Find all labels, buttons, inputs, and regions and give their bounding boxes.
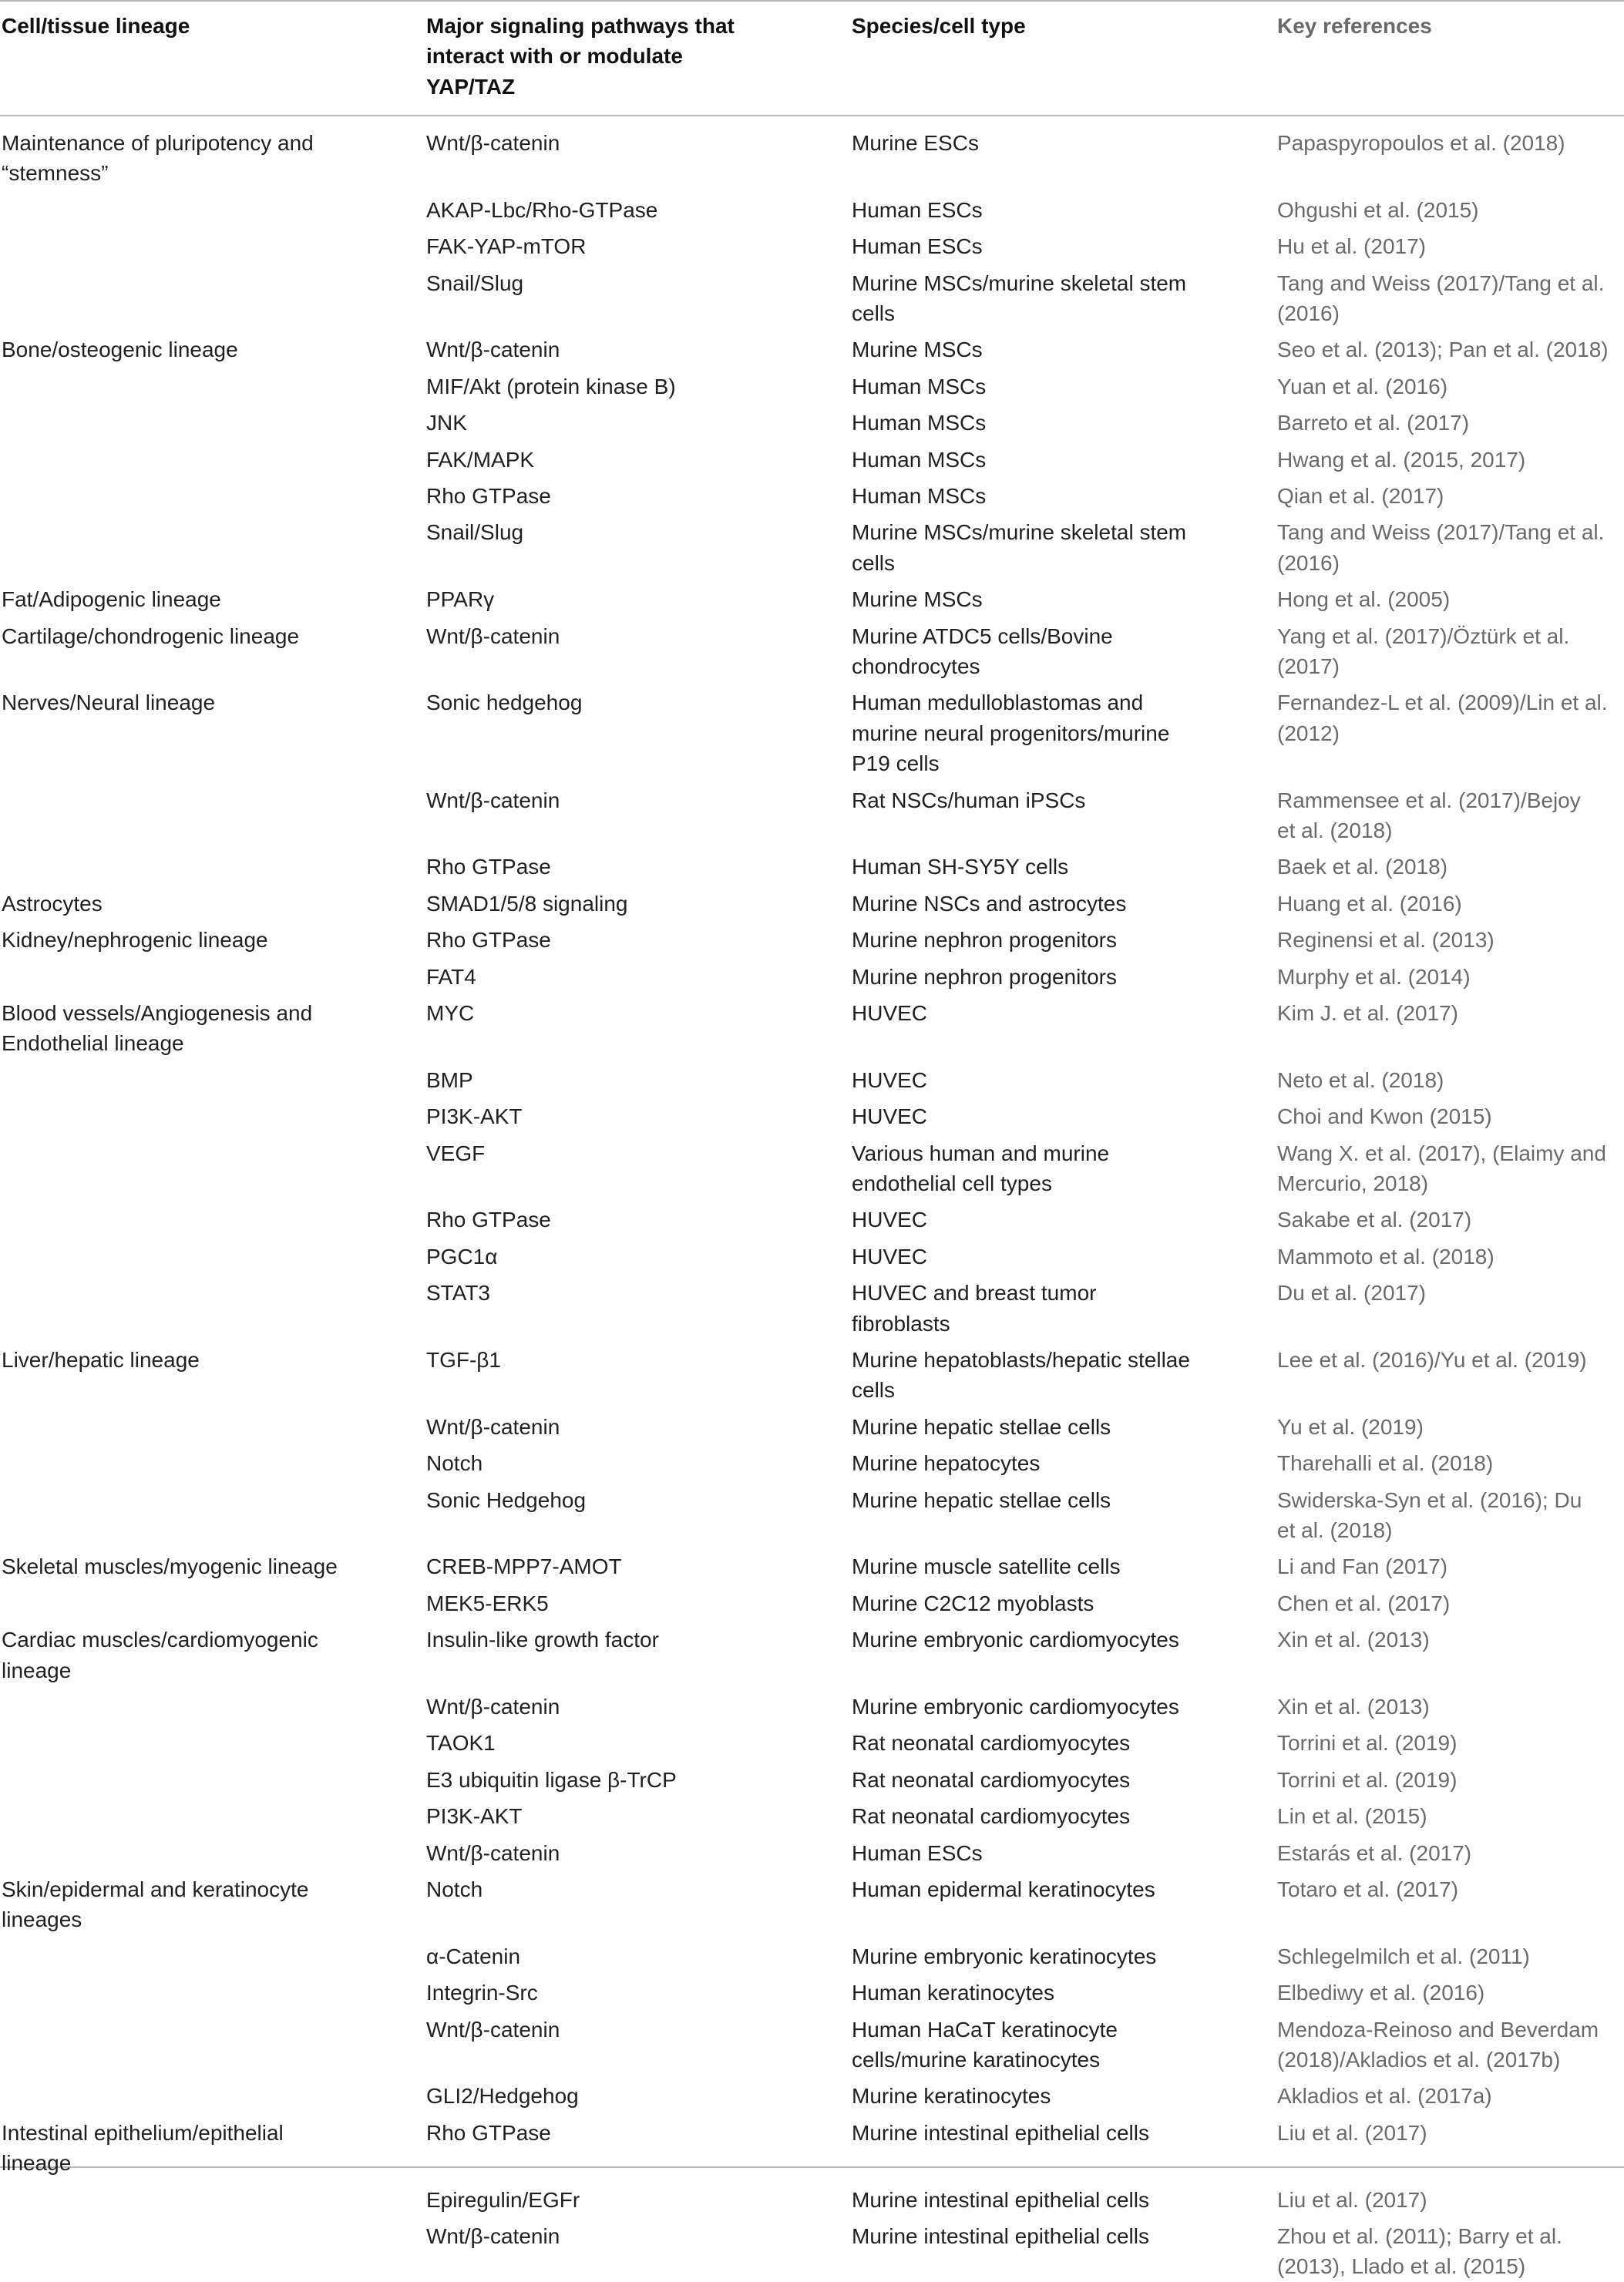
- row-5-pathway: MIF/Akt (protein kinase B): [426, 374, 676, 398]
- row-10-pathway: PPARγ: [426, 587, 495, 612]
- row-4-species: Murine MSCs: [852, 338, 983, 362]
- row-18-refs: Kim J. et al. (2017): [1277, 1001, 1458, 1025]
- row-0-pathway: Wnt/β-catenin: [426, 131, 560, 155]
- row-43-pathway: Epiregulin/EGFr: [426, 2187, 580, 2212]
- row-40-species: Human HaCaT keratinocyte: [852, 2017, 1118, 2042]
- row-1-species: Human ESCs: [852, 197, 983, 222]
- row-37-lineage: lineages: [2, 1907, 82, 1932]
- row-35-refs: Lin et al. (2015): [1277, 1804, 1427, 1829]
- row-6-species: Human MSCs: [852, 411, 987, 435]
- row-41-pathway: GLI2/Hedgehog: [426, 2084, 579, 2109]
- row-3-refs: Tang and Weiss (2017)/Tang et al.: [1277, 271, 1605, 295]
- row-0-lineage: “stemness”: [2, 161, 109, 186]
- row-30-pathway: MEK5-ERK5: [426, 1591, 549, 1615]
- row-33-refs: Torrini et al. (2019): [1277, 1731, 1458, 1756]
- row-12-species: P19 cells: [852, 751, 940, 776]
- row-15-pathway: SMAD1/5/8 signaling: [426, 891, 628, 916]
- row-33-species: Rat neonatal cardiomyocytes: [852, 1731, 1131, 1756]
- row-11-refs: (2017): [1277, 654, 1340, 678]
- row-29-refs: Li and Fan (2017): [1277, 1554, 1448, 1579]
- row-42-lineage: lineage: [2, 2151, 72, 2176]
- row-32-pathway: Wnt/β-catenin: [426, 1695, 560, 1719]
- row-31-refs: Xin et al. (2013): [1277, 1628, 1430, 1652]
- row-1-pathway: AKAP-Lbc/Rho-GTPase: [426, 197, 658, 222]
- row-30-species: Murine C2C12 myoblasts: [852, 1591, 1094, 1615]
- row-11-lineage: Cartilage/chondrogenic lineage: [2, 623, 300, 648]
- row-11-species: Murine ATDC5 cells/Bovine: [852, 623, 1113, 648]
- row-3-refs: (2016): [1277, 301, 1340, 325]
- row-26-refs: Yu et al. (2019): [1277, 1414, 1424, 1439]
- row-25-refs: Lee et al. (2016)/Yu et al. (2019): [1277, 1348, 1587, 1372]
- row-25-species: Murine hepatoblasts/hepatic stellae: [852, 1348, 1190, 1372]
- row-0-lineage: Maintenance of pluripotency and: [2, 131, 314, 155]
- row-25-lineage: Liver/hepatic lineage: [2, 1348, 200, 1372]
- row-7-refs: Hwang et al. (2015, 2017): [1277, 447, 1526, 472]
- row-12-species: Human medulloblastomas and: [852, 691, 1144, 715]
- row-40-pathway: Wnt/β-catenin: [426, 2017, 560, 2042]
- row-20-species: HUVEC: [852, 1104, 928, 1129]
- row-15-species: Murine NSCs and astrocytes: [852, 891, 1127, 916]
- row-28-species: Murine hepatic stellae cells: [852, 1487, 1111, 1512]
- row-14-pathway: Rho GTPase: [426, 855, 551, 879]
- row-21-refs: Wang X. et al. (2017), (Elaimy and: [1277, 1141, 1606, 1165]
- header-lineage: Cell/tissue lineage: [2, 14, 190, 38]
- row-9-refs: (2016): [1277, 550, 1340, 575]
- row-34-refs: Torrini et al. (2019): [1277, 1767, 1458, 1792]
- row-23-species: HUVEC: [852, 1244, 928, 1269]
- row-44-refs: Zhou et al. (2011); Barry et al.: [1277, 2224, 1562, 2248]
- row-17-species: Murine nephron progenitors: [852, 964, 1117, 989]
- row-24-pathway: STAT3: [426, 1281, 490, 1306]
- row-0-refs: Papaspyropoulos et al. (2018): [1277, 131, 1565, 155]
- row-19-pathway: BMP: [426, 1067, 473, 1092]
- row-2-species: Human ESCs: [852, 234, 983, 259]
- row-4-pathway: Wnt/β-catenin: [426, 338, 560, 362]
- row-35-species: Rat neonatal cardiomyocytes: [852, 1804, 1131, 1829]
- row-30-refs: Chen et al. (2017): [1277, 1591, 1451, 1615]
- row-6-refs: Barreto et al. (2017): [1277, 411, 1470, 435]
- row-28-refs: et al. (2018): [1277, 1518, 1393, 1542]
- row-21-species: endothelial cell types: [852, 1171, 1052, 1195]
- row-5-refs: Yuan et al. (2016): [1277, 374, 1448, 398]
- row-13-refs: et al. (2018): [1277, 818, 1393, 842]
- row-28-pathway: Sonic Hedgehog: [426, 1487, 587, 1512]
- row-8-pathway: Rho GTPase: [426, 484, 551, 508]
- row-36-refs: Estarás et al. (2017): [1277, 1840, 1472, 1865]
- row-29-species: Murine muscle satellite cells: [852, 1554, 1121, 1579]
- row-16-pathway: Rho GTPase: [426, 928, 551, 953]
- row-27-pathway: Notch: [426, 1451, 483, 1476]
- row-38-pathway: α-Catenin: [426, 1944, 521, 1968]
- row-22-refs: Sakabe et al. (2017): [1277, 1208, 1472, 1232]
- row-34-pathway: E3 ubiquitin ligase β-TrCP: [426, 1767, 677, 1792]
- row-12-refs: (2012): [1277, 721, 1340, 745]
- row-36-species: Human ESCs: [852, 1840, 983, 1865]
- row-42-lineage: Intestinal epithelium/epithelial: [2, 2120, 284, 2145]
- row-16-lineage: Kidney/nephrogenic lineage: [2, 928, 268, 953]
- row-42-species: Murine intestinal epithelial cells: [852, 2120, 1149, 2145]
- row-42-pathway: Rho GTPase: [426, 2120, 551, 2145]
- row-2-pathway: FAK-YAP-mTOR: [426, 234, 587, 259]
- row-39-pathway: Integrin-Src: [426, 1981, 538, 2005]
- row-14-species: Human SH-SY5Y cells: [852, 855, 1069, 879]
- row-9-pathway: Snail/Slug: [426, 520, 524, 545]
- row-28-refs: Swiderska-Syn et al. (2016); Du: [1277, 1487, 1582, 1512]
- row-40-species: cells/murine karatinocytes: [852, 2048, 1101, 2072]
- row-31-lineage: Cardiac muscles/cardiomyogenic: [2, 1628, 318, 1652]
- row-13-species: Rat NSCs/human iPSCs: [852, 788, 1086, 812]
- row-22-species: HUVEC: [852, 1208, 928, 1232]
- row-41-species: Murine keratinocytes: [852, 2084, 1051, 2109]
- row-8-refs: Qian et al. (2017): [1277, 484, 1444, 508]
- row-22-pathway: Rho GTPase: [426, 1208, 551, 1232]
- row-21-pathway: VEGF: [426, 1141, 486, 1165]
- row-44-refs: (2013), Llado et al. (2015): [1277, 2254, 1526, 2279]
- row-0-species: Murine ESCs: [852, 131, 979, 155]
- row-39-refs: Elbediwy et al. (2016): [1277, 1981, 1485, 2005]
- row-13-pathway: Wnt/β-catenin: [426, 788, 560, 812]
- row-40-refs: Mendoza-Reinoso and Beverdam: [1277, 2017, 1599, 2042]
- row-38-refs: Schlegelmilch et al. (2011): [1277, 1944, 1530, 1968]
- row-25-pathway: TGF-β1: [426, 1348, 501, 1372]
- row-5-species: Human MSCs: [852, 374, 987, 398]
- row-7-pathway: FAK/MAPK: [426, 447, 535, 472]
- row-44-pathway: Wnt/β-catenin: [426, 2224, 560, 2248]
- row-38-species: Murine embryonic keratinocytes: [852, 1944, 1157, 1968]
- row-18-pathway: MYC: [426, 1001, 475, 1025]
- row-44-species: Murine intestinal epithelial cells: [852, 2224, 1149, 2248]
- header-pathway: interact with or modulate: [426, 44, 683, 69]
- row-32-refs: Xin et al. (2013): [1277, 1695, 1430, 1719]
- row-39-species: Human keratinocytes: [852, 1981, 1055, 2005]
- header-pathway: Major signaling pathways that: [426, 14, 735, 38]
- row-24-species: fibroblasts: [852, 1311, 950, 1336]
- row-27-species: Murine hepatocytes: [852, 1451, 1041, 1476]
- row-8-species: Human MSCs: [852, 484, 987, 508]
- row-16-refs: Reginensi et al. (2013): [1277, 928, 1495, 953]
- row-24-refs: Du et al. (2017): [1277, 1281, 1426, 1306]
- row-19-refs: Neto et al. (2018): [1277, 1067, 1444, 1092]
- row-21-refs: Mercurio, 2018): [1277, 1171, 1429, 1195]
- table-top-rule: [0, 0, 1624, 2]
- row-43-species: Murine intestinal epithelial cells: [852, 2187, 1149, 2212]
- row-31-lineage: lineage: [2, 1658, 72, 1682]
- row-15-lineage: Astrocytes: [2, 891, 103, 916]
- row-26-species: Murine hepatic stellae cells: [852, 1414, 1111, 1439]
- row-2-refs: Hu et al. (2017): [1277, 234, 1426, 259]
- row-33-pathway: TAOK1: [426, 1731, 496, 1756]
- row-14-refs: Baek et al. (2018): [1277, 855, 1448, 879]
- row-37-species: Human epidermal keratinocytes: [852, 1877, 1155, 1901]
- row-4-lineage: Bone/osteogenic lineage: [2, 338, 238, 362]
- row-3-species: cells: [852, 301, 896, 325]
- row-43-refs: Liu et al. (2017): [1277, 2187, 1427, 2212]
- row-37-pathway: Notch: [426, 1877, 483, 1901]
- row-12-lineage: Nerves/Neural lineage: [2, 691, 216, 715]
- row-1-refs: Ohgushi et al. (2015): [1277, 197, 1479, 222]
- row-18-lineage: Blood vessels/Angiogenesis and: [2, 1001, 313, 1025]
- row-34-species: Rat neonatal cardiomyocytes: [852, 1767, 1131, 1792]
- row-20-refs: Choi and Kwon (2015): [1277, 1104, 1492, 1129]
- row-3-species: Murine MSCs/murine skeletal stem: [852, 271, 1187, 295]
- row-4-refs: Seo et al. (2013); Pan et al. (2018): [1277, 338, 1609, 362]
- row-21-species: Various human and murine: [852, 1141, 1110, 1165]
- row-36-pathway: Wnt/β-catenin: [426, 1840, 560, 1865]
- row-32-species: Murine embryonic cardiomyocytes: [852, 1695, 1179, 1719]
- row-23-refs: Mammoto et al. (2018): [1277, 1244, 1495, 1269]
- row-10-lineage: Fat/Adipogenic lineage: [2, 587, 221, 612]
- row-15-refs: Huang et al. (2016): [1277, 891, 1462, 916]
- row-18-lineage: Endothelial lineage: [2, 1031, 184, 1056]
- row-37-refs: Totaro et al. (2017): [1277, 1877, 1459, 1901]
- row-12-pathway: Sonic hedgehog: [426, 691, 583, 715]
- row-18-species: HUVEC: [852, 1001, 928, 1025]
- table-header-rule: [0, 115, 1624, 116]
- row-13-refs: Rammensee et al. (2017)/Bejoy: [1277, 788, 1581, 812]
- row-42-refs: Liu et al. (2017): [1277, 2120, 1427, 2145]
- table-bottom-rule: [0, 2166, 1624, 2168]
- row-27-refs: Tharehalli et al. (2018): [1277, 1451, 1494, 1476]
- row-19-species: HUVEC: [852, 1067, 928, 1092]
- row-20-pathway: PI3K-AKT: [426, 1104, 523, 1129]
- row-11-refs: Yang et al. (2017)/Öztürk et al.: [1277, 623, 1570, 648]
- row-10-species: Murine MSCs: [852, 587, 983, 612]
- row-7-species: Human MSCs: [852, 447, 987, 472]
- row-29-pathway: CREB-MPP7-AMOT: [426, 1554, 622, 1579]
- row-37-lineage: Skin/epidermal and keratinocyte: [2, 1877, 309, 1901]
- row-24-species: HUVEC and breast tumor: [852, 1281, 1097, 1306]
- row-10-refs: Hong et al. (2005): [1277, 587, 1451, 612]
- row-25-species: cells: [852, 1378, 896, 1403]
- row-17-pathway: FAT4: [426, 964, 476, 989]
- row-23-pathway: PGC1α: [426, 1244, 498, 1269]
- row-41-refs: Akladios et al. (2017a): [1277, 2084, 1492, 2109]
- row-26-pathway: Wnt/β-catenin: [426, 1414, 560, 1439]
- row-11-species: chondrocytes: [852, 654, 980, 678]
- row-6-pathway: JNK: [426, 411, 467, 435]
- header-pathway: YAP/TAZ: [426, 74, 516, 99]
- row-40-refs: (2018)/Akladios et al. (2017b): [1277, 2048, 1561, 2072]
- row-9-species: cells: [852, 550, 896, 575]
- header-refs: Key references: [1277, 14, 1432, 38]
- row-35-pathway: PI3K-AKT: [426, 1804, 523, 1829]
- row-29-lineage: Skeletal muscles/myogenic lineage: [2, 1554, 338, 1579]
- row-9-species: Murine MSCs/murine skeletal stem: [852, 520, 1187, 545]
- row-12-refs: Fernandez-L et al. (2009)/Lin et al.: [1277, 691, 1608, 715]
- row-31-species: Murine embryonic cardiomyocytes: [852, 1628, 1179, 1652]
- row-11-pathway: Wnt/β-catenin: [426, 623, 560, 648]
- row-16-species: Murine nephron progenitors: [852, 928, 1117, 953]
- row-3-pathway: Snail/Slug: [426, 271, 524, 295]
- row-12-species: murine neural progenitors/murine: [852, 721, 1170, 745]
- row-9-refs: Tang and Weiss (2017)/Tang et al.: [1277, 520, 1605, 545]
- row-17-refs: Murphy et al. (2014): [1277, 964, 1471, 989]
- row-31-pathway: Insulin-like growth factor: [426, 1628, 659, 1652]
- header-species: Species/cell type: [852, 14, 1026, 38]
